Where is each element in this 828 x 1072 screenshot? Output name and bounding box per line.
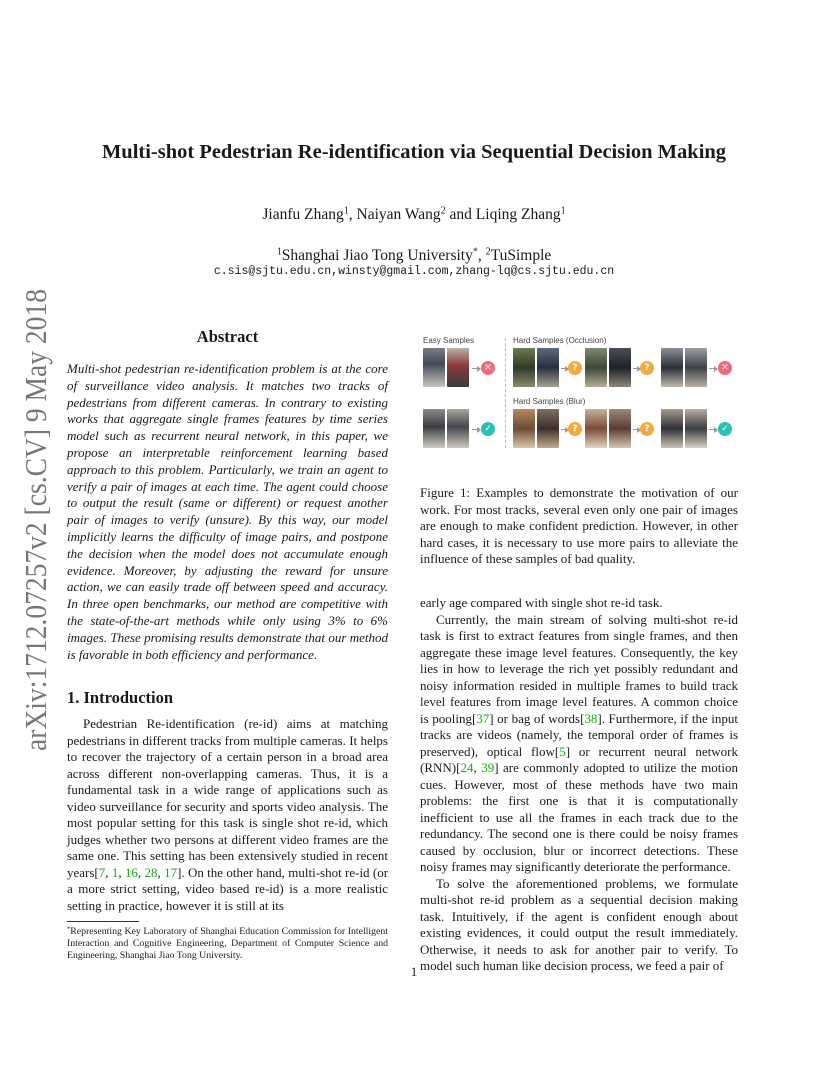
different-icon: ✕ (718, 361, 732, 375)
unsure-icon: ? (640, 361, 654, 375)
footnote (67, 926, 388, 963)
arrow (633, 429, 640, 430)
pedestrian-image (537, 409, 559, 448)
pedestrian-image (685, 409, 707, 448)
affiliation-mark: 1 (276, 246, 282, 258)
author-list (0, 206, 828, 224)
citation-link[interactable]: 16 (124, 864, 138, 880)
paragraph-text: ]. Furthermore, if the input tracks are videos (namely, the temporal order of frames is preserved), optical flow[ (420, 710, 738, 759)
different-icon: ✕ (481, 361, 495, 375)
paragraph-text: ] or recurrent neural network (RNN)[ (420, 743, 739, 775)
citation-link[interactable]: 24 (460, 760, 474, 775)
pedestrian-image (447, 409, 469, 448)
author-emails: c.sis@sjtu.edu.cn,winsty@gmail.com,zhang-lq@cs.sjtu.edu.cn (213, 265, 615, 278)
unsure-icon: ? (568, 361, 582, 375)
author-separator: , (348, 206, 357, 223)
author-name: Jianfu Zhang (262, 206, 344, 223)
arxiv-side-stamp (6, 285, 58, 755)
citation-link[interactable]: 39 (481, 760, 495, 775)
page-number: 1 (410, 964, 418, 979)
pedestrian-image (513, 348, 535, 387)
section-heading-introduction: 1. Introduction (67, 688, 174, 707)
affiliations (0, 247, 828, 265)
intro-paragraph-1: Pedestrian Re-identification (re-id) aims at matching pedestrians in different tracks from multiple cameras. It helps to recover the trajectory of a certain person in a broad area across different non-overlapping cameras. Thus, it is a fundamental task in a wide range of applications such as video surveillance for security and sports video analysis. The most popular setting for this task is single shot re-id, which judges whether two persons at different video frames are the same one. This setting has been extensively studied in recent years[7, 1, 16, 28, 17]. On the other hand, multi-shot re-id (or a more strict setting, video based re-id) is a more realistic setting in practice, however it is still at its (67, 716, 389, 913)
affiliation-name: TuSimple (490, 247, 552, 264)
right-column-text (420, 595, 738, 975)
pedestrian-image (447, 348, 469, 387)
intro-paragraph-3: To solve the aforementioned problems, we formulate multi-shot re-id problem as a sequential decision making task. Intuitively, if the agent is confident enough about existing evidences, it could output the result immediately. Otherwise, it needs to ask for another pair to verify. To model such human like decision process, we feed a pair of (420, 875, 738, 973)
pedestrian-image (585, 348, 607, 387)
affiliation-separator: , (477, 247, 486, 264)
footnote-rule (67, 921, 139, 922)
pedestrian-image (537, 348, 559, 387)
figure-label-blur: Hard Samples (Blur) (513, 397, 586, 406)
figure-1-caption: Figure 1: Examples to demonstrate the motivation of our work. For most tracks, several even only one pair of images are enough to make confident prediction. However, in other hard cases, it is necessary to use more pairs to alleviate the influence of these samples of bad quality. (420, 485, 738, 566)
footnote-mark: * (67, 925, 71, 933)
pedestrian-image (585, 409, 607, 448)
pedestrian-image (609, 409, 631, 448)
arrow (709, 368, 717, 369)
paragraph-text: Pedestrian Re-identification (re-id) aims at matching pedestrians in different tracks from multiple cameras. It helps to recover the trajectory of a certain person in a broad area across different non-overlapping cameras. Thus, it is a fundamental task in a wide range of applications such as video surveillance for security and sports video analysis. The most popular setting for this task is single shot re-id, which judges whether two persons at different video frames are the same one. This setting has been extensively studied in recent years[ (67, 716, 388, 880)
affiliation-mark: 2 (440, 205, 446, 217)
affiliation-mark: 1 (343, 205, 349, 217)
unsure-icon: ? (568, 422, 582, 436)
arrow (633, 368, 640, 369)
author-name: Liqing Zhang (475, 206, 561, 223)
affiliation-name: Shanghai Jiao Tong University (281, 247, 473, 264)
arrow (472, 368, 480, 369)
figure-1 (420, 334, 738, 464)
affiliation-mark: 1 (560, 205, 566, 217)
arrow (472, 429, 480, 430)
footnote-text: Representing Key Laboratory of Shanghai Education Commission for Intelligent Interaction and Cognitive Engineering, Department of Computer Science and Engineering, Shanghai Jiao Tong University. (67, 926, 388, 962)
pedestrian-image (609, 348, 631, 387)
author-name: Naiyan Wang (356, 206, 441, 223)
citation-link[interactable]: 17 (164, 864, 178, 880)
arxiv-identifier: arXiv:1712.07257v2 [cs.CV] 9 May 2018 (18, 285, 53, 751)
paper-title: Multi-shot Pedestrian Re-identification via Sequential Decision Making (101, 141, 727, 163)
paragraph-text: ]. On the other hand, multi-shot re-id (or a more strict setting, video based re-id) is a more realistic setting in practice, however it is still at its (67, 864, 389, 913)
figure-divider (505, 338, 506, 448)
intro-paragraph-2: Currently, the main stream of solving multi-shot re-id task is first to extract features from single frames, and then aggregate these image level features. Consequently, the key lies in how to leverage the rich yet possibly redundant and noisy information resided in multiple frames to build track level features from image level features. A common choice is pooling[37] or bag of words[38]. Furthermore, if the input tracks are videos (namely, the temporal order of frames is preserved), optical flow[5] or recurrent neural network (RNN)[24, 39] are commonly adopted to utilize the motion cues. However, most of these methods have two main problems: the first one is that it is computationally inefficient to use all the frames in each track due to the redundancy. The second one is there could be noisy frames caused by occlusion, blur or incorrect detections. These noisy frames may significantly deteriorate the performance. (420, 611, 739, 874)
pedestrian-image (513, 409, 535, 448)
paragraph-text: ] or bag of words[ (489, 710, 585, 726)
citation-link[interactable]: 28 (144, 864, 158, 880)
citation-link[interactable]: 5 (559, 743, 566, 759)
same-icon: ✓ (718, 422, 732, 436)
paragraph-text: Currently, the main stream of solving multi-shot re-id task is first to extract features from single frames, and then aggregate these image level features. Consequently, the key lies in how to leverage the rich yet possibly redundant and noisy information resided in multiple frames to build track level features from image level features. A common choice is pooling[ (420, 611, 738, 726)
pedestrian-image (423, 348, 445, 387)
author-conjunction: and (445, 206, 476, 223)
citation-link[interactable]: 1 (111, 864, 119, 880)
intro-paragraph-1-continued: early age compared with single shot re-id task. (420, 595, 663, 610)
figure-label-occlusion: Hard Samples (Occlusion) (513, 336, 607, 345)
footnote-mark: * (472, 246, 478, 258)
affiliation-mark: 2 (485, 246, 491, 258)
same-icon: ✓ (481, 422, 495, 436)
figure-label-easy: Easy Samples (423, 336, 475, 345)
pedestrian-image (423, 409, 445, 448)
abstract-text: Multi-shot pedestrian re-identification problem is at the core of surveillance video analysis. It matches two tracks of pedestrians from different cameras. In contrary to existing works that aggregate single frames features by time series model such as recurrent neural network, in this paper, we propose an interpretable reinforcement learning based approach to this problem. Particularly, we train an agent to verify a pair of images at each time. The agent could choose to output the result (same or different) or request another pair of images to verify (unsure). By this way, our model implicitly learns the difficulty of image pairs, and postpone the decision when the model does not accumulate enough evidence. Moreover, by adjusting the reward for unsure action, we can easily trade off between speed and accuracy. In three open benchmarks, our method are competitive with the state-of-the-art methods while only using 3% to 6% images. These promising results demonstrate that our method is favorable in both efficiency and performance. (67, 361, 388, 662)
pedestrian-image (661, 348, 683, 387)
arrow (561, 429, 568, 430)
pedestrian-image (661, 409, 683, 448)
citation-link[interactable]: 7 (98, 864, 106, 880)
unsure-icon: ? (640, 422, 654, 436)
citation-link[interactable]: 38 (584, 710, 598, 726)
paragraph-text: ] are commonly adopted to utilize the motion cues. However, most of these methods have two main problems: the first one is that it is computationally inefficient to use all the frames in each track due to the redundancy. The second one is there could be noisy frames caused by occlusion, blur or incorrect detections. These noisy frames may significantly deteriorate the performance. (420, 760, 739, 874)
arrow (709, 429, 717, 430)
arrow (561, 368, 568, 369)
citation-link[interactable]: 37 (476, 710, 490, 726)
pedestrian-image (685, 348, 707, 387)
abstract-heading: Abstract (196, 327, 259, 346)
